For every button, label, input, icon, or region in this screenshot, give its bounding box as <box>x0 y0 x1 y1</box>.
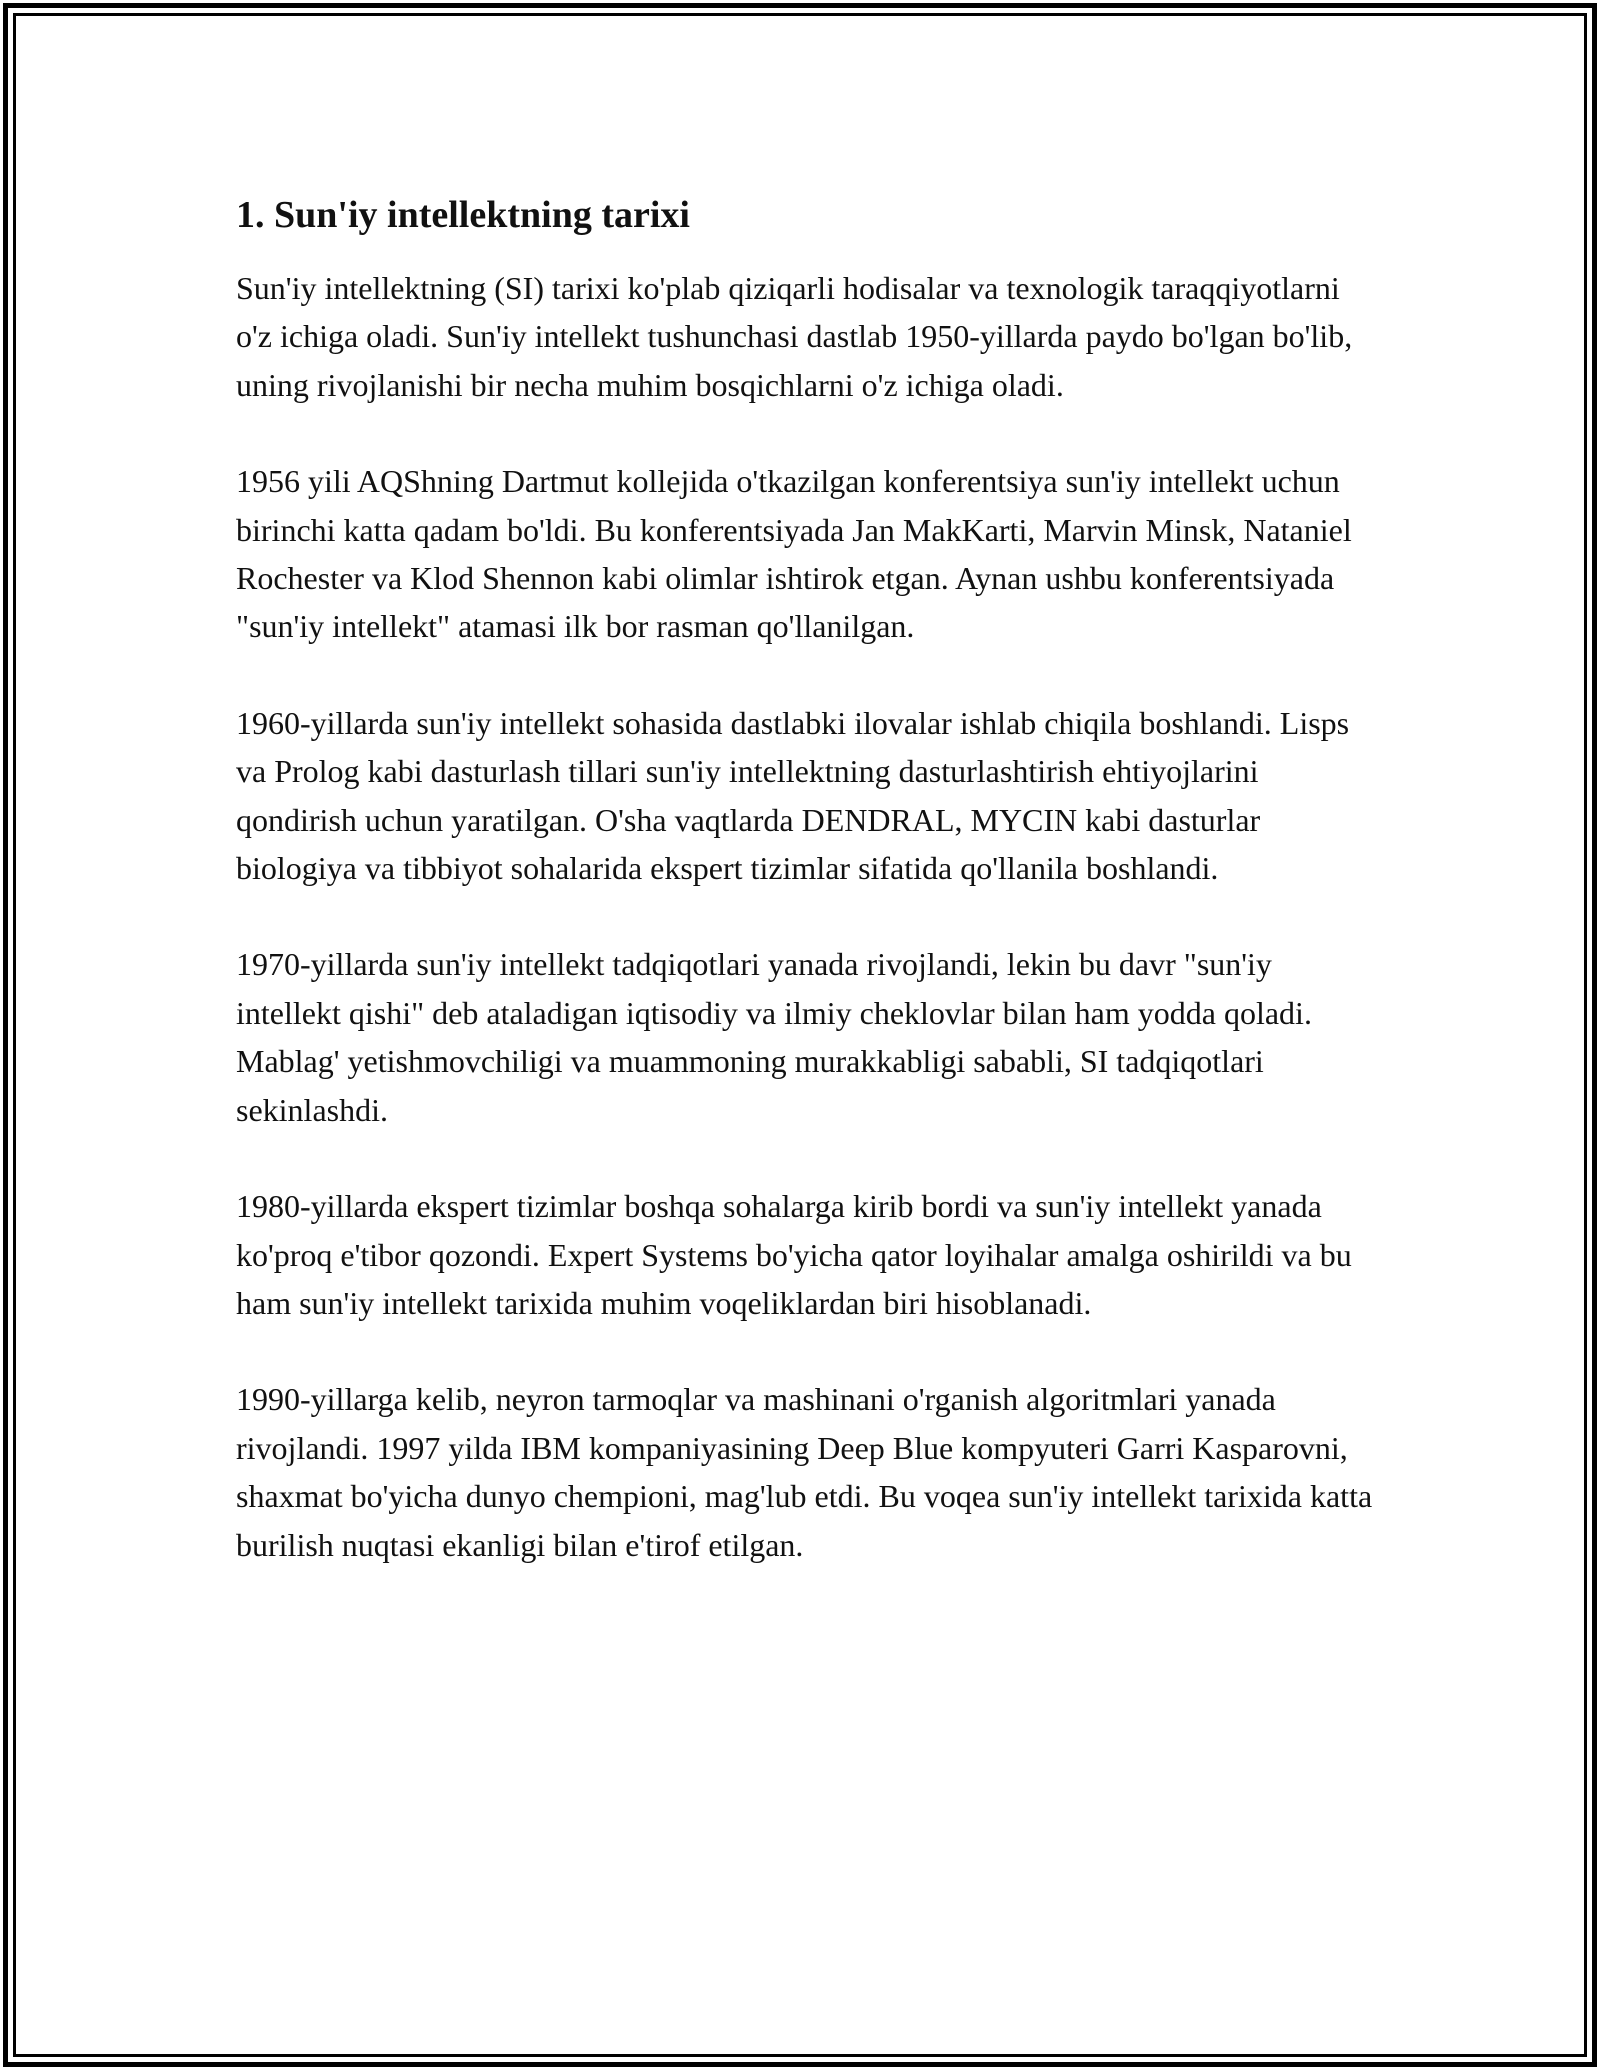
paragraph-1990s: 1990-yillarga kelib, neyron tarmoqlar va mashinani o'rganish algoritmlari yanada rivojlandi. 1997 yilda IBM kompaniyasining Deep Blue kompyuteri Garri Kasparovni, shaxmat bo'yicha dunyo chempioni, mag'lub etdi. Bu voqea sun'iy intellekt tarixida katta burilish nuqtasi ekanligi bilan e'tirof etilgan. <box>236 1381 1373 1563</box>
section-heading: 1. Sun'iy intellektning tarixi <box>236 194 690 236</box>
paragraph-1970s: 1970-yillarda sun'iy intellekt tadqiqotlari yanada rivojlandi, lekin bu davr "sun'iy intellekt qishi" deb ataladigan iqtisodiy va ilmiy cheklovlar bilan ham yodda qoladi. Mablag' yetishmovchiligi va muammoning murakkabligi sababli, SI tadqiqotlari sekinlashdi. <box>236 946 1312 1128</box>
paragraph-1980s: 1980-yillarda ekspert tizimlar boshqa sohalarga kirib bordi va sun'iy intellekt yanada ko'proq e'tibor qozondi. Expert Systems bo'yicha qator loyihalar amalga oshirildi va bu ham sun'iy intellekt tarixida muhim voqeliklardan biri hisoblanadi. <box>236 1188 1352 1321</box>
document-body <box>236 188 1376 1569</box>
paragraph-1960s: 1960-yillarda sun'iy intellekt sohasida dastlabki ilovalar ishlab chiqila boshlandi. Lisps va Prolog kabi dasturlash tillari sun'iy intellektning dasturlashtirish ehtiyojlarini qondirish uchun yaratilgan. O'sha vaqtlarda DENDRAL, MYCIN kabi dasturlar biologiya va tibbiyot sohalarida ekspert tizimlar sifatida qo'llanila boshlandi. <box>236 704 1350 887</box>
paragraph-1956: 1956 yili AQShning Dartmut kollejida o'tkazilgan konferentsiya sun'iy intellekt uchun birinchi katta qadam bo'ldi. Bu konferentsiyada Jan MakKarti, Marvin Minsk, Nataniel Rochester va Klod Shennon kabi olimlar ishtirok etgan. Aynan ushbu konferentsiyada "sun'iy intellekt" atamasi ilk bor rasman qo'llanilgan. <box>236 463 1352 645</box>
paragraph-intro: Sun'iy intellektning (SI) tarixi ko'plab qiziqarli hodisalar va texnologik taraqqiyotlarni o'z ichiga oladi. Sun'iy intellekt tushunchasi dastlab 1950-yillarda paydo bo'lgan bo'lib, uning rivojlanishi bir necha muhim bosqichlarni o'z ichiga oladi. <box>236 270 1353 403</box>
